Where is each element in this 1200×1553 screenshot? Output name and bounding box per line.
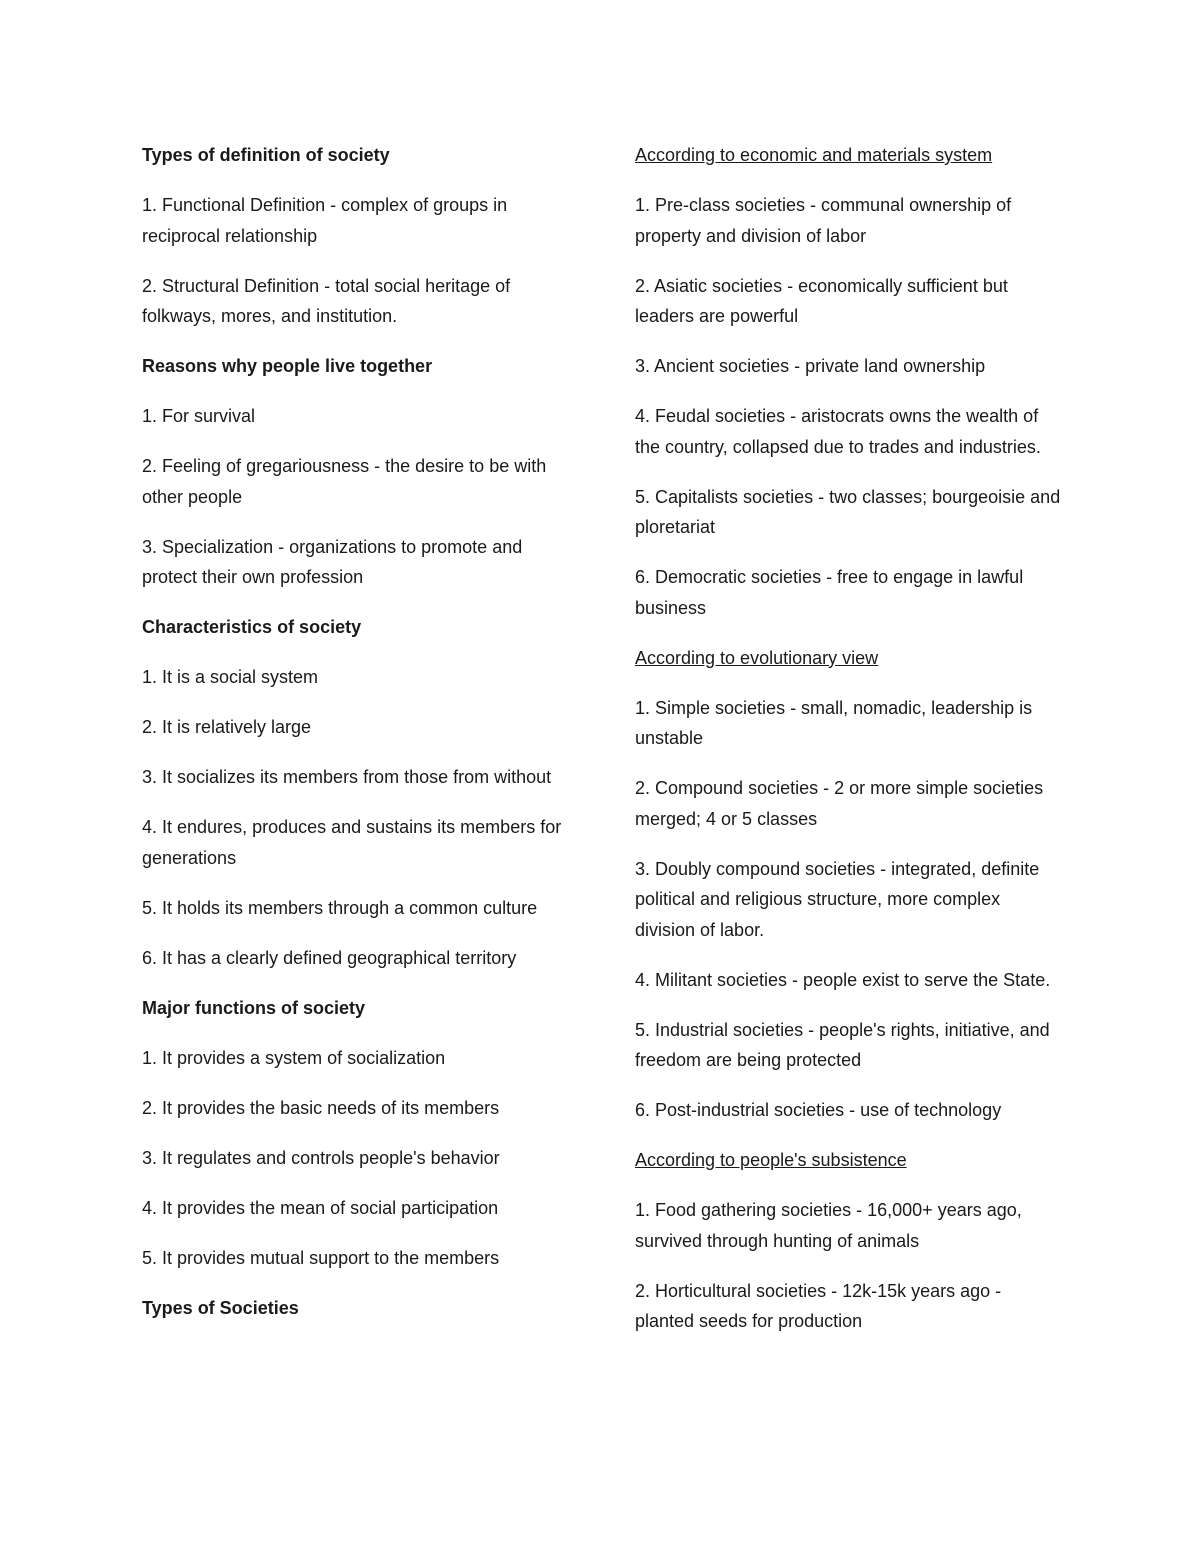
- section-heading-reasons: Reasons why people live together: [142, 356, 433, 376]
- list-item: 1. For survival: [142, 406, 256, 426]
- section-heading-types: Types of Societies: [142, 1297, 299, 1318]
- list-item: 6. Democratic societies - free to engage in lawful business: [635, 567, 1024, 618]
- list-item: 5. Industrial societies - people's rights, initiative, and freedom are being protected: [635, 1019, 1050, 1070]
- list-item: 4. Militant societies - people exist to serve the State.: [635, 969, 1051, 990]
- section-heading-characteristics: Characteristics of society: [142, 617, 362, 637]
- subheading-evolutionary: According to evolutionary view: [635, 647, 879, 668]
- left-column: [142, 140, 572, 1343]
- list-item: 2. Feeling of gregariousness - the desire to be with other people: [142, 456, 547, 507]
- list-item: 1. It provides a system of socialization: [142, 1047, 446, 1068]
- subheading-economic: According to economic and materials system: [635, 145, 993, 165]
- list-item: 1. Simple societies - small, nomadic, leadership is unstable: [635, 697, 1033, 748]
- list-item: 5. Capitalists societies - two classes; bourgeoisie and ploretariat: [635, 486, 1061, 537]
- list-item: 4. It provides the mean of social participation: [142, 1197, 499, 1218]
- list-item: 1. Functional Definition - complex of groups in reciprocal relationship: [142, 195, 508, 246]
- list-item: 1. Pre-class societies - communal ownership of property and division of labor: [635, 195, 1012, 246]
- list-item: 2. Horticultural societies - 12k-15k years ago - planted seeds for production: [635, 1280, 1002, 1331]
- list-item: 6. It has a clearly defined geographical territory: [142, 947, 517, 968]
- list-item: 3. It regulates and controls people's behavior: [142, 1147, 500, 1168]
- list-item: 1. It is a social system: [142, 667, 319, 687]
- list-item: 4. It endures, produces and sustains its members for generations: [142, 817, 562, 868]
- list-item: 3. Doubly compound societies - integrated, definite political and religious structure, more complex division of labor.: [635, 858, 1040, 940]
- list-item: 2. Asiatic societies - economically sufficient but leaders are powerful: [635, 275, 1008, 326]
- section-heading-functions: Major functions of society: [142, 997, 366, 1018]
- list-item: 2. It is relatively large: [142, 717, 312, 737]
- list-item: 2. Structural Definition - total social heritage of folkways, mores, and institution.: [142, 275, 511, 326]
- list-item: 6. Post-industrial societies - use of technology: [635, 1100, 1002, 1120]
- list-item: 3. Specialization - organizations to promote and protect their own profession: [142, 536, 523, 587]
- list-item: 2. It provides the basic needs of its members: [142, 1097, 500, 1118]
- list-item: 1. Food gathering societies - 16,000+ years ago, survived through hunting of animals: [635, 1200, 1022, 1251]
- right-column: [635, 140, 1065, 1356]
- list-item: 2. Compound societies - 2 or more simple societies merged; 4 or 5 classes: [635, 778, 1044, 829]
- list-item: 5. It provides mutual support to the members: [142, 1247, 500, 1268]
- list-item: 4. Feudal societies - aristocrats owns the wealth of the country, collapsed due to trades and industries.: [635, 406, 1041, 457]
- subheading-subsistence: According to people's subsistence: [635, 1150, 907, 1170]
- list-item: 3. Ancient societies - private land ownership: [635, 356, 986, 376]
- section-heading-definition: Types of definition of society: [142, 145, 390, 165]
- list-item: 3. It socializes its members from those from without: [142, 767, 552, 787]
- list-item: 5. It holds its members through a common culture: [142, 897, 538, 918]
